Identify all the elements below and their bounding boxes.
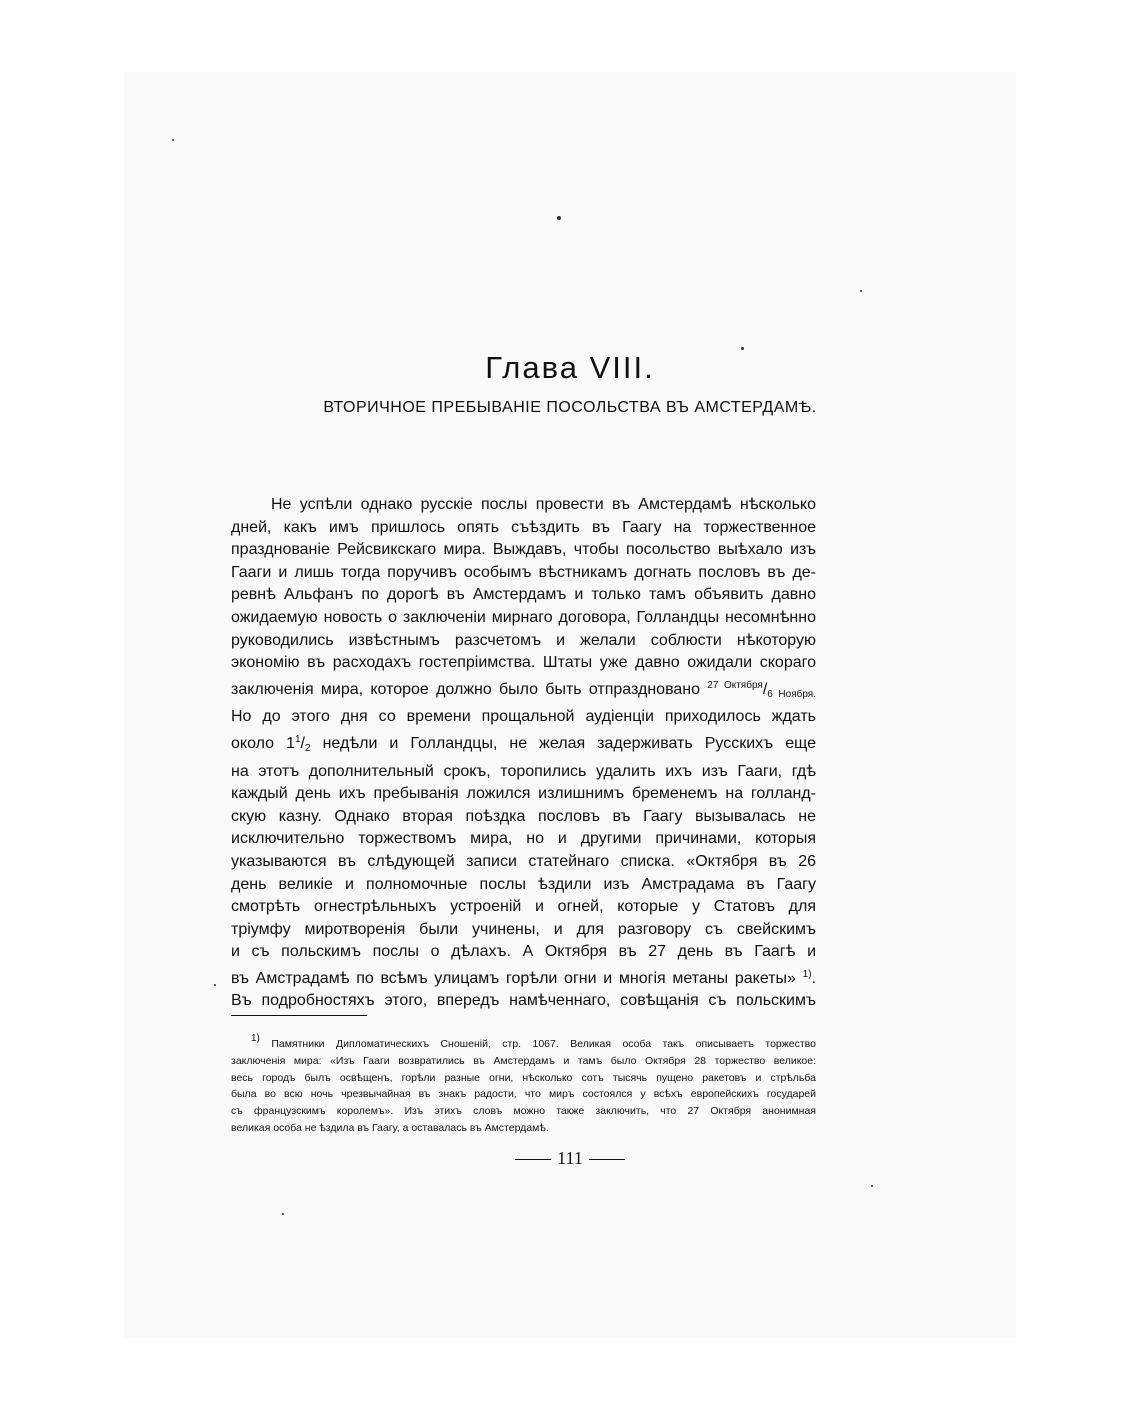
text-fragment: Памятники Дипломатическихъ Сношенiй, стр. 1067. Великая особа такъ описываетъ торжество xyxy=(271,1038,816,1050)
text-line: заключенiя мира, которое должно было быть отпраздновано $^{27 Октября}$/6 Ноября. xyxy=(231,679,816,700)
scan-speck xyxy=(214,984,216,986)
text-fragment: около 1 xyxy=(231,734,295,752)
footnote xyxy=(231,1031,816,1137)
date-fraction-top: 27 Октября xyxy=(707,679,763,691)
date-fraction-bottom: 6 Ноября. xyxy=(767,688,816,700)
scan-speck xyxy=(860,290,862,292)
text-line: руководились извѣстнымъ разсчетомъ и желали соблюсти нѣкоторую xyxy=(231,631,816,649)
text-line: Въ подробностяхъ этого, впередъ намѣченнаго, совѣщанiя съ польскимъ xyxy=(231,992,816,1010)
page-number-dash xyxy=(515,1159,551,1160)
text-line: ожидаемую новость о заключенiи мирнаго договора, Голландцы несомнѣнно xyxy=(231,608,816,626)
footnote-line xyxy=(231,1031,816,1053)
scan-speck xyxy=(282,1213,284,1215)
footnote-line: весь городъ былъ освѣщенъ, горѣли разные огни, нѣсколько сотъ тысячь пущено ракетовъ и стрѣльба xyxy=(231,1071,816,1084)
fraction-denominator: 2 xyxy=(305,742,311,754)
chapter-subtitle: ВТОРИЧНОЕ ПРЕБЫВАНIЕ ПОСОЛЬСТВА ВЪ АМСТЕРДАМѢ. xyxy=(323,399,817,416)
text-fragment: въ Амстрадамѣ по всѣмъ улицамъ горѣли огни и многiя метаны ракеты» xyxy=(231,969,796,987)
paragraph xyxy=(231,494,816,1013)
scan-speck xyxy=(557,216,561,220)
footnote-line: заключенiя мира: «Изъ Гааги возвратились въ Амстердамъ и тамъ было Октября 28 торжество великое: xyxy=(231,1054,816,1067)
text-line: экономiю въ расходахъ гостепрiимства. Штаты уже давно ожидали скораго xyxy=(231,654,816,672)
text-line: исключительно торжествомъ мира, но и другими причинами, которыя xyxy=(231,830,816,848)
text-line: и съ польскимъ послы о дѣлахъ. А Октября въ 27 день въ Гаагѣ и xyxy=(231,943,816,961)
text-line: въ Амстрадамѣ по всѣмъ улицамъ горѣли огни и многiя метаны ракеты» $^{1)}$. xyxy=(231,968,817,987)
text-line: каждый день ихъ пребыванiя ложился излишнимъ бременемъ на голланд- xyxy=(231,785,816,803)
text-line: празднованiе Рейсвикскаго мира. Выждавъ, чтобы посольство выѣхало изъ xyxy=(231,541,816,559)
page-number-value: 111 xyxy=(557,1148,583,1168)
footnote-reference: 1) xyxy=(802,968,812,980)
scan-speck xyxy=(172,139,174,141)
text-line: трiумфу миротворенiя были учинены, и для разговору съ свейскимъ xyxy=(231,920,816,938)
fraction-slash: / xyxy=(300,734,305,752)
fraction-numerator: 1 xyxy=(294,733,301,745)
body-text xyxy=(231,494,816,1013)
footnote-line: великая особа не ѣздила въ Гаагу, а оставалась въ Амстердамѣ. xyxy=(231,1121,549,1134)
text-line: на этотъ дополнительный срокъ, торопились удалить ихъ изъ Гааги, гдѣ xyxy=(231,762,816,780)
text-line: смотрѣть огнестрѣльныхъ устроенiй и огней, которые у Статовъ для xyxy=(231,898,816,916)
text-fragment: заключенiя мира, которое должно было быть отпраздновано xyxy=(231,680,701,698)
text-line: Но до этого дня со времени прощальной аудiенцiи приходилось ждать xyxy=(231,708,816,726)
page-number xyxy=(0,1148,1140,1169)
text-fragment: недѣли и Голландцы, не желая задерживать Русскихъ еще xyxy=(310,734,816,752)
chapter-title: Глава VIII. xyxy=(485,350,655,385)
footnote-divider xyxy=(231,1015,367,1016)
footnote-line: съ французскимъ королемъ». Изъ этихъ словъ можно также заключить, что 27 Октября анонимная xyxy=(231,1105,816,1118)
text-line: день великiе и полномочные послы ѣздили изъ Амстрадама въ Гаагу xyxy=(231,875,816,893)
text-line: дней, какъ имъ пришлось опять съѣздить въ Гаагу на торжественное xyxy=(231,518,816,536)
footnote-line: была во всю ночь чрезвычайная въ знакъ радости, что миръ состоялся у всѣхъ европейскихъ государей xyxy=(231,1088,816,1101)
text-line: указываются въ слѣдующей записи статейнаго списка. «Октября въ 26 xyxy=(231,852,816,870)
text-line: ревнѣ Альфанъ по дорогѣ въ Амстердамъ и только тамъ объявить давно xyxy=(231,586,816,604)
text-line: Не успѣли однако русскiе послы провести въ Амстердамѣ нѣсколько xyxy=(271,496,816,513)
scan-speck xyxy=(871,1185,873,1187)
text-line: скую казну. Однако вторая поѣздка пословъ въ Гаагу вызывалась не xyxy=(231,807,816,825)
footnote-marker: 1) xyxy=(251,1033,260,1044)
text-line: Гааги и лишь тогда поручивъ особымъ вѣстникамъ догнать пословъ въ де- xyxy=(231,563,816,581)
text-line xyxy=(231,729,816,761)
page-number-dash xyxy=(589,1159,625,1160)
